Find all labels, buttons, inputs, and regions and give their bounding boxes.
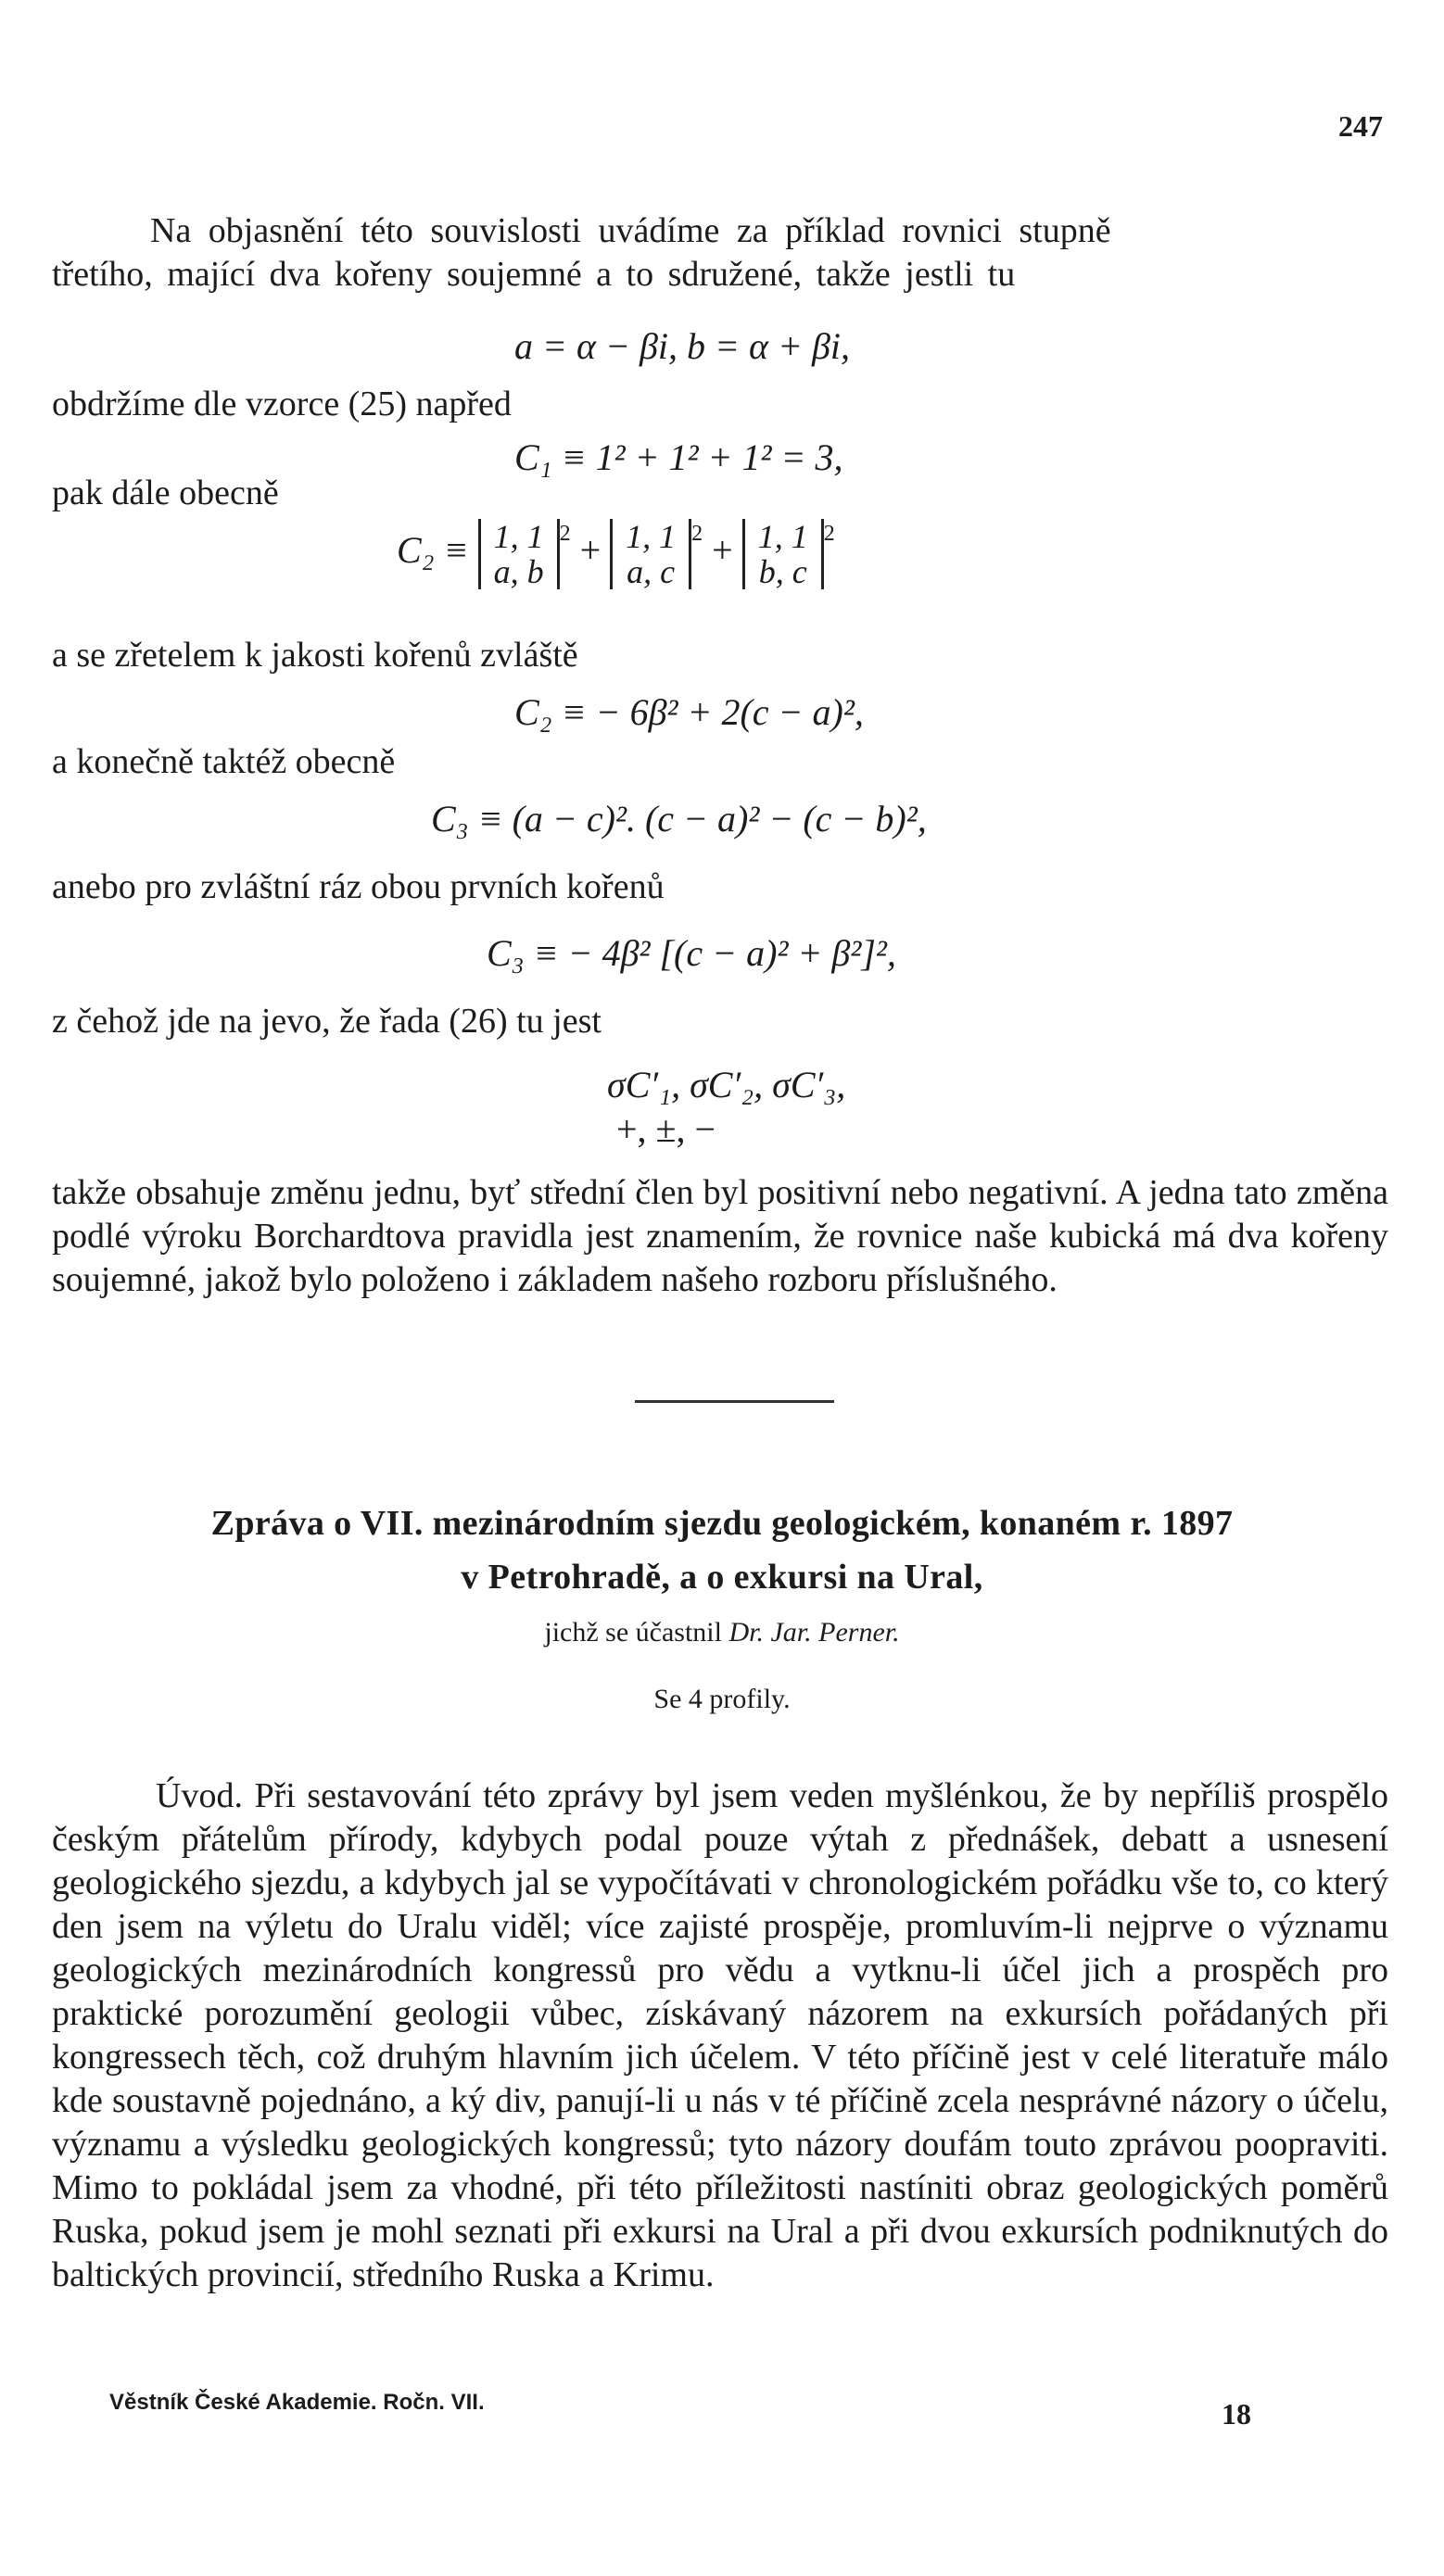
equation-signs: +, ±, − (616, 1108, 716, 1150)
determinant: 1, 1 a, c (610, 519, 691, 589)
equation-c1: C₁ ≡ 1² + 1² + 1² = 3, (514, 436, 843, 478)
section-divider (635, 1400, 834, 1403)
equation-c2-label: C₂ ≡ (397, 529, 469, 572)
byline: jichž se účastnil Dr. Jar. Perner. (544, 1617, 900, 1648)
text-line: z čehož jde na jevo, že řada (26) tu jest (52, 1002, 602, 1041)
text-line: třetího, mající dva kořeny soujemné a to sdružené, takže jestli tu (52, 255, 1016, 294)
footer-signature: 18 (1222, 2397, 1251, 2431)
text-line: pak dále obecně (52, 474, 279, 512)
text-line: a konečně taktéž obecně (52, 742, 396, 781)
article-body: Úvod. Při sestavování této zprávy byl jsem veden myšlénkou, že by nepříliš prospělo českým přátelům přírody, kdybych podal pouze výtah z přednášek, debatt a usnesení geologického sjezdu, a kdybych jal se vypočítávati v chronologickém pořádku vše to, co který den jsem na výletu do Uralu viděl; více zajisté prospěje, promluvím-li nejprve o významu geologických mezinárodních kongressů pro vědu a vytknu-li účel jich a prospěch pro praktické porozumění geologii vůbec, získávaný názorem na exkursích pořádaných při kongressech těch, což druhým hlavním jich účelem. V této příčině jest v celé literatuře málo kde soustavně pojednáno, a ký div, panují-li u nás v té příčině zcela nesprávné názory o účelu, významu a výsledku geologických kongressů; tyto názory doufám touto zprávou poopraviti. Mimo to pokládal jsem za vhodné, při této příležitosti nastíniti obraz geologických poměrů Ruska, pokud jsem je mohl seznati při exkursi na Ural a při dvou exkursích podniknutých do baltických provincií, středního Ruska a Krimu. (52, 1776, 1388, 2294)
equation-series: σC′₁, σC′₂, σC′₃, (607, 1064, 846, 1105)
profiles-note: Se 4 profily. (653, 1684, 791, 1714)
equation-c2-general: C₂ ≡ 1, 1 a, $b^2 + 1$, 1 a, $c^2 + 1$, 1 b, $c^2$ (397, 518, 835, 590)
equation-roots: a = α − βi, b = α + βi, (514, 325, 851, 367)
article-title: Zpráva o VII. mezinárodním sjezdu geologickém, konaném r. 1897 (210, 1504, 1234, 1543)
determinant: 1, 1 b, c (742, 519, 824, 589)
equation-c3: C₃ ≡ (a − c)². (c − a)² − (c − b)², (431, 798, 927, 840)
text-line: a se zřetelem k jakosti kořenů zvláště (52, 636, 578, 675)
article-title-continued: v Petrohradě, a o exkursi na Ural, (461, 1558, 983, 1597)
text-line: Na objasnění této souvislosti uvádíme za příklad rovnici stupně (150, 211, 1111, 250)
paragraph: takže obsahuje změnu jednu, byť střední člen byl positivní nebo negativní. A jedna tato změna podlé výroku Borchardtova pravidla jest znamením, že rovnice naše kubická má dva kořeny soujemné, jakož bylo položeno i základem našeho rozboru příslušného. (52, 1173, 1388, 1299)
determinant: 1, 1 a, b (478, 519, 560, 589)
equation-c3-special: C₃ ≡ − 4β² [(c − a)² + β²]², (487, 932, 896, 974)
equation-c2-special: C₂ ≡ − 6β² + 2(c − a)², (514, 691, 864, 733)
text-line: obdržíme dle vzorce (25) napřed (52, 385, 512, 423)
text-line: anebo pro zvláštní ráz obou prvních kořenů (52, 867, 665, 906)
page-number: 247 (1338, 109, 1383, 143)
author: Dr. Jar. Perner. (728, 1617, 900, 1648)
footer-journal: Věstník České Akademie. Ročn. VII. (109, 2390, 485, 2415)
